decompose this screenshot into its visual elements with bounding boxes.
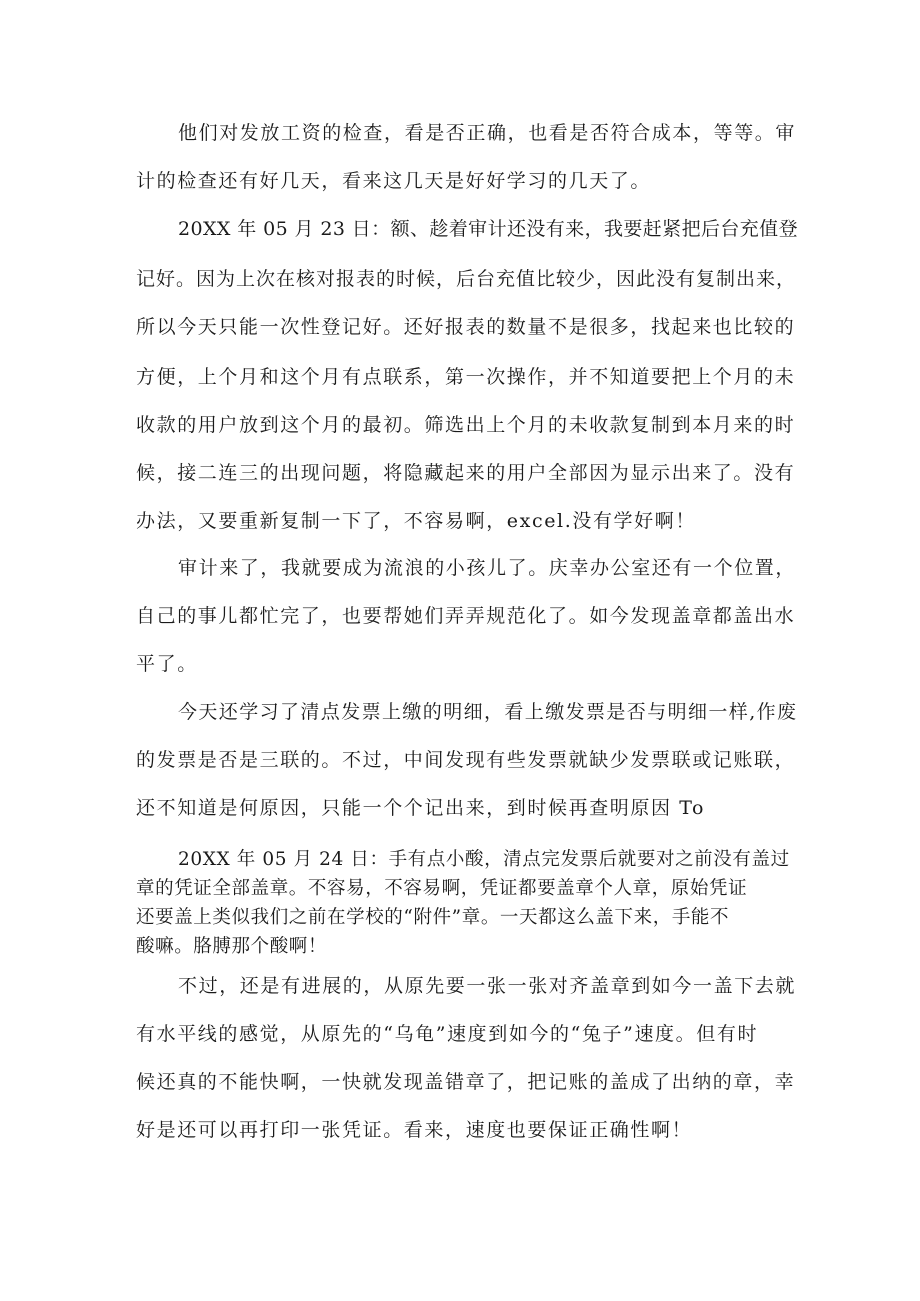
paragraph-4-line-1: 今天还学习了清点发票上缴的明细，看上缴发票是否与明细一样,作废 [178, 701, 798, 723]
paragraph-5-line-2: 章的凭证全部盖章。不容易，不容易啊，凭证都要盖章个人章，原始凭证 [136, 878, 748, 899]
paragraph-1-line-1: 他们对发放工资的检查，看是否正确，也看是否符合成本，等等。审 [178, 122, 797, 144]
paragraph-2-line-3: 所以今天只能一次性登记好。还好报表的数量不是很多，找起来也比较的 [136, 316, 796, 338]
paragraph-6-line-1: 不过，还是有进展的，从原先要一张一张对齐盖章到如今一盖下去就 [178, 975, 797, 997]
paragraph-3-line-3: 平了。 [136, 653, 198, 675]
paragraph-2-line-7: 办法，又要重新复制一下了，不容易啊，excel.没有学好啊！ [136, 510, 696, 532]
paragraph-6-line-4: 好是还可以再打印一张凭证。看来，速度也要保证正确性啊！ [136, 1119, 693, 1141]
paragraph-5-line-3: 还要盖上类似我们之前在学校的“附件”章。一天都这么盖下来，手能不 [136, 907, 730, 928]
paragraph-5-line-1: 20XX 年 05 月 24 日：手有点小酸，清点完发票后就要对之前没有盖过 [178, 849, 790, 870]
paragraph-2-line-6: 候，接二连三的出现问题，将隐藏起来的用户全部因为显示出来了。没有 [136, 462, 796, 484]
paragraph-2-line-4: 方便，上个月和这个月有点联系，第一次操作，并不知道要把上个月的未 [136, 366, 796, 388]
paragraph-1-line-2: 计的检查还有好几天，看来这几天是好好学习的几天了。 [136, 170, 652, 192]
paragraph-2-line-1: 20XX 年 05 月 23 日：额、趁着审计还没有来，我要赶紧把后台充值登 [178, 218, 798, 240]
paragraph-3-line-1: 审计来了，我就要成为流浪的小孩儿了。庆幸办公室还有一个位置， [178, 557, 797, 579]
paragraph-4-line-3: 还不知道是何原因，只能一个个记出来，到时候再查明原因 To [136, 797, 706, 819]
paragraph-2-line-5: 收款的用户放到这个月的最初。筛选出上个月的未收款复制到本月来的时 [136, 414, 796, 436]
paragraph-6-line-2: 有水平线的感觉，从原先的“乌龟”速度到如今的“兔子”速度。但有时 [136, 1023, 759, 1045]
paragraph-6-line-3: 候还真的不能快啊，一快就发现盖错章了，把记账的盖成了出纳的章，幸 [136, 1071, 796, 1093]
paragraph-2-line-2: 记好。因为上次在核对报表的时候，后台充值比较少，因此没有复制出来， [136, 268, 797, 290]
paragraph-3-line-2: 自己的事儿都忙完了，也要帮她们弄弄规范化了。如今发现盖章都盖出水 [136, 605, 796, 627]
paragraph-4-line-2: 的发票是否是三联的。不过，中间发现有些发票就缺少发票联或记账联， [136, 749, 796, 771]
paragraph-5-line-4: 酸嘛。胳膊那个酸啊！ [136, 936, 328, 957]
